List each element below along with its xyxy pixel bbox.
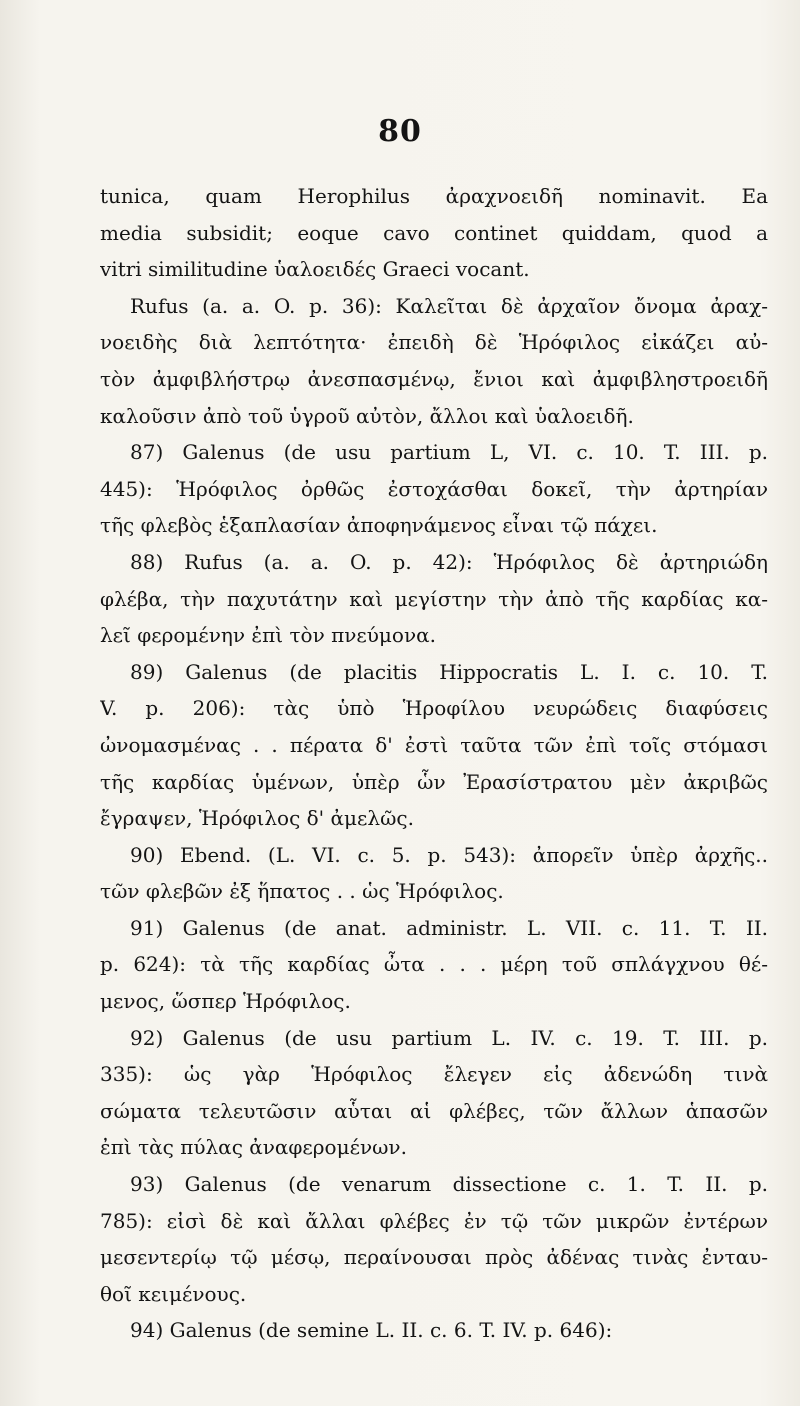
text-line: 93) Galenus (de venarum dissectione c. 1. T. II. p. (130, 1172, 768, 1197)
text-line: λεῖ φερομένην ἐπὶ τὸν πνεύμονα. (100, 623, 436, 648)
text-line: νοειδὴς διὰ λεπτότητα· ἐπειδὴ δὲ Ἡρόφιλος εἰκάζει αὐ- (100, 330, 768, 355)
text-line: 89) Galenus (de placitis Hippocratis L. I. c. 10. T. (130, 659, 768, 684)
page-text (100, 178, 768, 1349)
text-line: θοῖ κειμένους. (100, 1281, 247, 1306)
text-line: 88) Rufus (a. a. O. p. 42): Ἡρόφιλος δὲ ἀρτηριώδη (130, 549, 768, 574)
text-line: media subsidit; eoque cavo continet quiddam, quod a (100, 220, 768, 245)
text-line: ὠνομασμένας . . πέρατα δ' ἐστὶ ταῦτα τῶν ἐπὶ τοῖς στόμασι (100, 732, 768, 757)
text-line: τῆς καρδίας ὑμένων, ὑπὲρ ὧν Ἐρασίστρατου μὲν ἀκριβῶς (100, 769, 768, 794)
text-line: Rufus (a. a. O. p. 36): Καλεῖται δὲ ἀρχαῖον ὄνομα ἀραχ- (130, 293, 768, 318)
text-line: τὸν ἀμφιβλήστρῳ ἀνεσπασμένῳ, ἔνιοι καὶ ἀμφιβληστροειδῆ (100, 366, 768, 391)
text-line: φλέβα, τὴν παχυτάτην καὶ μεγίστην τὴν ἀπὸ τῆς καρδίας κα- (100, 586, 768, 611)
text-line: 335): ὡς γὰρ Ἡρόφιλος ἔλεγεν εἰς ἀδενώδη τινὰ (100, 1062, 768, 1087)
text-line: 92) Galenus (de usu partium L. IV. c. 19. T. III. p. (130, 1025, 768, 1050)
text-line: καλοῦσιν ἀπὸ τοῦ ὑγροῦ αὐτὸν, ἄλλοι καὶ ὑαλοειδῆ. (100, 403, 634, 428)
text-line: ἔγραψεν, Ἡρόφιλος δ' ἀμελῶς. (100, 806, 414, 831)
text-line: vitri similitudine ὑαλοειδές Graeci vocant. (100, 257, 530, 282)
text-line: τῶν φλεβῶν ἐξ ἥπατος . . ὡς Ἡρόφιλος. (100, 879, 504, 904)
text-line: V. p. 206): τὰς ὑπὸ Ἡροφίλου νευρώδεις διαφύσεις (100, 696, 768, 721)
text-line: σώματα τελευτῶσιν αὗται αἱ φλέβες, τῶν ἄλλων ἁπασῶν (100, 1098, 768, 1123)
text-line: μενος, ὥσπερ Ἡρόφιλος. (100, 989, 351, 1014)
text-line: τῆς φλεβὸς ἑξαπλασίαν ἀποφηνάμενος εἶναι τῷ πάχει. (100, 513, 658, 538)
text-line: ἐπὶ τὰς πύλας ἀναφερομένων. (100, 1135, 407, 1160)
text-line: tunica, quam Herophilus ἀραχνοειδῆ nominavit. Ea (100, 184, 768, 208)
text-line: 87) Galenus (de usu partium L, VI. c. 10. T. III. p. (130, 440, 768, 465)
text-line: 91) Galenus (de anat. administr. L. VII. c. 11. T. II. (130, 915, 768, 940)
text-line: 785): εἰσὶ δὲ καὶ ἄλλαι φλέβες ἐν τῷ τῶν μικρῶν ἐντέρων (100, 1208, 768, 1233)
page-number: 80 (378, 114, 422, 149)
text-line: p. 624): τὰ τῆς καρδίας ὦτα . . . μέρη τοῦ σπλάγχνου θέ- (100, 952, 768, 977)
text-line: 90) Ebend. (L. VI. c. 5. p. 543): ἀπορεῖν ὑπὲρ ἀρχῆς.. (130, 842, 768, 867)
text-line: 94) Galenus (de semine L. II. c. 6. T. IV. p. 646): (130, 1318, 613, 1343)
text-line: μεσεντερίῳ τῷ μέσῳ, περαίνουσαι πρὸς ἀδένας τινὰς ἐνταυ- (100, 1245, 768, 1270)
text-line: 445): Ἡρόφιλος ὀρθῶς ἐστοχάσθαι δοκεῖ, τὴν ἀρτηρίαν (100, 476, 768, 501)
